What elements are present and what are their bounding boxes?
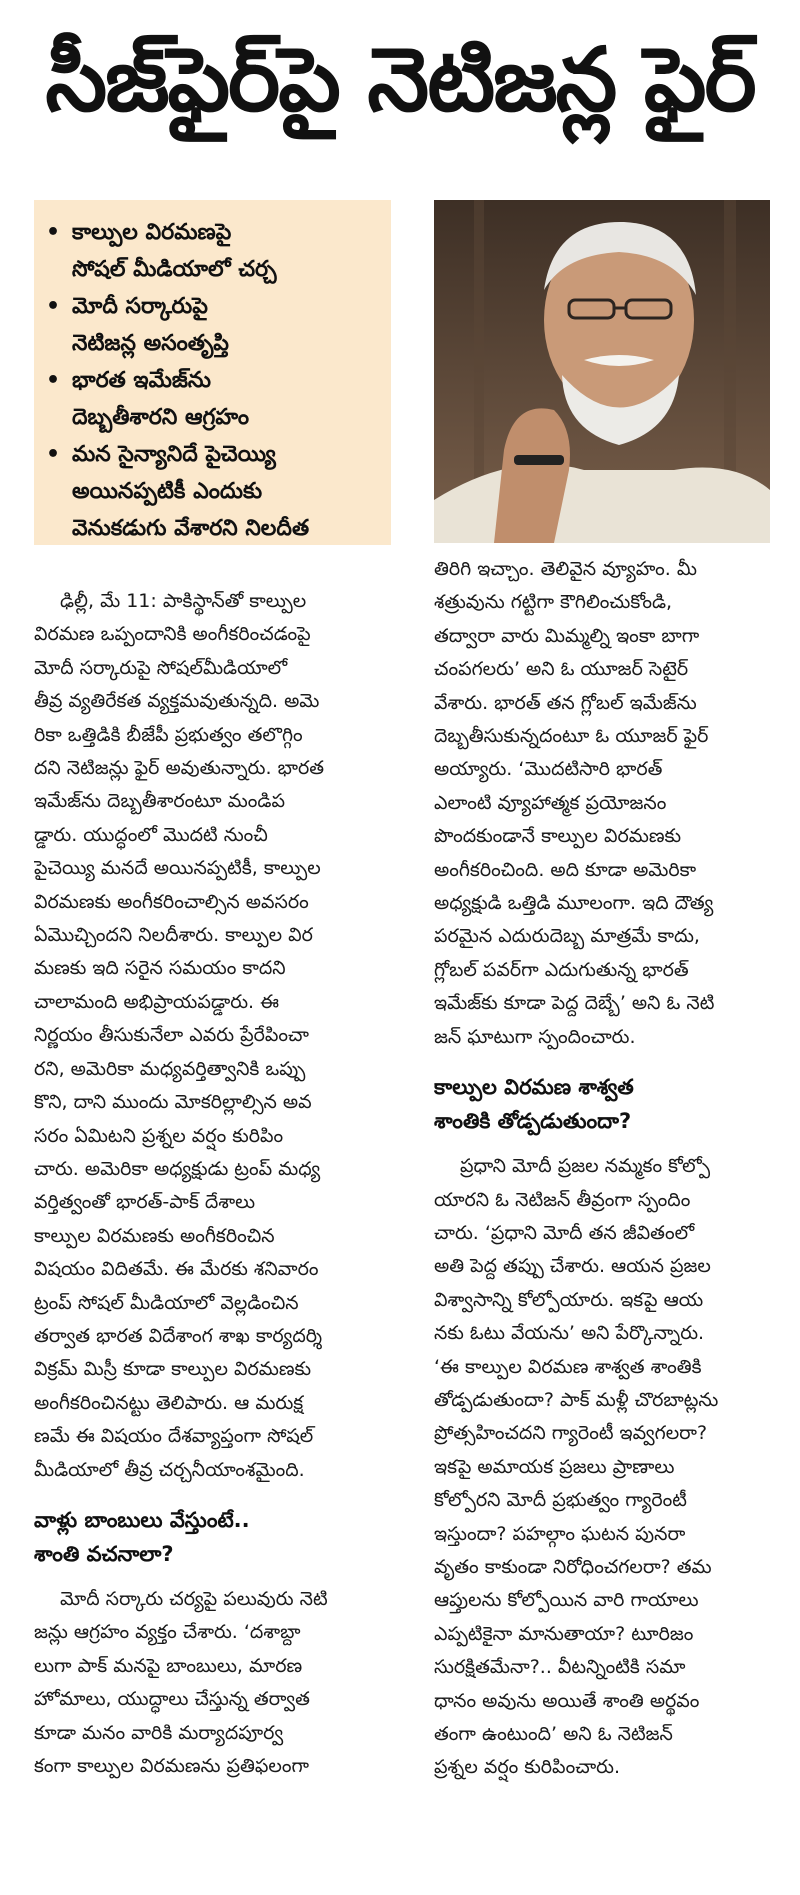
text-line: చారు. ‘ప్రధాని మోదీ తన జీవితంలో — [434, 1221, 695, 1244]
text-line: వర్తిత్వంతో భారత్‌-పాక్‌ దేశాలు — [34, 1191, 256, 1214]
article-paragraph — [34, 585, 391, 1487]
text-line: అతి పెద్ద తప్పు చేశారు. ఆయన ప్రజల — [434, 1255, 711, 1278]
text-line: కూడా మనం వారికి మర్యాదపూర్వ — [34, 1721, 284, 1744]
text-line: ప్రధాని మోదీ ప్రజల నమ్మకం కోల్పో — [460, 1155, 711, 1178]
text-line: అంగీకరించినట్టు తెలిపారు. ఆ మరుక్ష — [34, 1391, 304, 1414]
text-line: రని, అమెరికా మధ్యవర్తిత్వానికి ఒప్పు — [34, 1057, 306, 1080]
text-line: విశ్వాసాన్ని కోల్పోయారు. ఇకపై ఆయ — [434, 1288, 704, 1311]
text-line: తర్వాత భారత విదేశాంగ శాఖ కార్యదర్శి — [34, 1324, 323, 1347]
highlight-text: భారత ఇమేజ్‌ను దెబ్బతీశారని ఆగ్రహం — [72, 368, 249, 430]
text-line: పైచెయ్యి మనదే అయినప్పటికీ, కాల్పుల — [34, 857, 321, 880]
text-line: తోడ్పడుతుందా? పాక్‌ మళ్లీ చొరబాట్లను — [434, 1388, 719, 1411]
text-line: మోదీ సర్కారు చర్యపై పలువురు నెటి — [60, 1587, 328, 1610]
text-line: సురక్షితమేనా?.. వీటన్నింటికి సమా — [434, 1656, 686, 1679]
text-line: మీడియాలో తీవ్ర చర్చనీయాంశమైంది. — [34, 1458, 305, 1481]
text-line: డ్డారు. యుద్ధంలో మొదటి నుంచీ — [34, 823, 268, 846]
text-line: పరమైన ఎదురుదెబ్బ మాత్రమే కాదు, — [434, 925, 700, 948]
text-line: గ్లోబల్‌ పవర్‌గా ఎదుగుతున్న భారత్‌ — [434, 958, 689, 981]
text-line: నిర్ణయం తీసుకునేలా ఎవరు ప్రేరేపించా — [34, 1024, 310, 1047]
subheading-line: శాంతికి తోడ్పడుతుందా? — [434, 1109, 632, 1134]
text-line: ఇమేజ్‌ను దెబ్బతీశారంటూ మండిప — [34, 790, 285, 813]
highlights-box — [34, 200, 391, 545]
article-paragraph — [434, 1150, 791, 1785]
text-line: ట్రంప్‌ సోషల్‌ మీడియాలో వెల్లడించిన — [34, 1291, 299, 1314]
text-line: జన్‌ ఘాటుగా స్పందించారు. — [434, 1025, 636, 1048]
text-line: తంగా ఉంటుంది’ అని ఓ నెటిజన్‌ — [434, 1723, 673, 1745]
text-line: జన్లు ఆగ్రహం వ్యక్తం చేశారు. ‘దశాబ్దా — [34, 1621, 301, 1644]
text-line: నకు ఓటు వేయను’ అని పేర్కొన్నారు. — [434, 1322, 705, 1345]
text-line: విక్రమ్‌ మిస్రీ కూడా కాల్పుల విరమణకు — [34, 1358, 312, 1381]
article-paragraph — [34, 1583, 391, 1783]
text-line: కంగా కాల్పుల విరమణను ప్రతిఫలంగా — [34, 1755, 309, 1777]
text-line: హోమాలు, యుద్ధాలు చేస్తున్న తర్వాత — [34, 1688, 310, 1711]
text-line: మోదీ సర్కారుపై సోషల్‌మీడియాలో — [34, 656, 288, 679]
highlight-text: కాల్పుల విరమణపై సోషల్‌ మీడియాలో చర్చ — [72, 220, 277, 282]
text-line: తద్వారా వారు మిమ్మల్ని ఇంకా బాగా — [434, 624, 700, 647]
text-line: కొని, దాని ముందు మోకరిల్లాల్సిన అవ — [34, 1091, 312, 1114]
highlight-text: మన సైన్యానిదే పైచెయ్యి అయినప్పటికీ ఎందుకు వెనుకడుగు వేశారని నిలదీత — [72, 442, 310, 541]
text-line: వృతం కాకుండా నిరోధించగలరా? తమ — [434, 1555, 712, 1578]
text-line: ‘ఈ కాల్పుల విరమణ శాశ్వత శాంతికి — [434, 1355, 702, 1378]
highlight-text: మోదీ సర్కారుపై నెటిజన్ల అసంతృప్తి — [72, 294, 229, 356]
text-line: అంగీకరించింది. అది కూడా అమెరికా — [434, 858, 697, 881]
text-line: అధ్యక్షుడి ఒత్తిడి మూలంగా. ఇది దౌత్య — [434, 892, 714, 915]
text-line: తీవ్ర వ్యతిరేకత వ్యక్తమవుతున్నది. అమె — [34, 690, 320, 713]
text-line: యారని ఓ నెటిజన్‌ తీవ్రంగా స్పందిం — [434, 1188, 691, 1211]
text-line: విషయం విదితమే. ఈ మేరకు శనివారం — [34, 1258, 319, 1281]
text-line: ఎప్పటికైనా మానుతాయా? టూరిజం — [434, 1622, 694, 1645]
text-line: దని నెటిజన్లు ఫైర్‌ అవుతున్నారు. భారత — [34, 757, 325, 780]
subheading — [434, 1070, 791, 1138]
text-line: ఢిల్లీ, మే 11: పాకిస్థాన్‌తో కాల్పుల — [60, 590, 307, 612]
text-line: చంపగలరు’ అని ఓ యూజర్‌ సెటైర్‌ — [434, 658, 689, 681]
portrait-image-icon — [434, 200, 770, 543]
subheading-line: కాల్పుల విరమణ శాశ్వత — [434, 1075, 634, 1100]
text-line: ఇకపై అమాయక ప్రజలు ప్రాణాలు — [434, 1455, 675, 1478]
text-line: కాల్పుల విరమణకు అంగీకరించిన — [34, 1224, 275, 1247]
text-line: చాలామంది అభిప్రాయపడ్డారు. ఈ — [34, 990, 280, 1013]
text-line: ధానం అవును అయితే శాంతి అర్థవం — [434, 1689, 700, 1712]
text-line: కోల్పోరని మోదీ ప్రభుత్వం గ్యారెంటీ — [434, 1489, 687, 1512]
text-line: శత్రువును గట్టిగా కౌగిలించుకోండి, — [434, 591, 673, 614]
text-line: ఇమేజ్‌కు కూడా పెద్ద దెబ్బే’ అని ఓ నెటి — [434, 992, 715, 1015]
text-line: విరమణకు అంగీకరించాల్సిన అవసరం — [34, 890, 309, 913]
text-line: ఇస్తుందా? పహల్గాం ఘటన పునరా — [434, 1522, 686, 1545]
subheading — [34, 1503, 391, 1571]
article-column-left — [34, 585, 391, 1783]
subheading-line: శాంతి వచనాలా? — [34, 1541, 174, 1566]
text-line: ణమే ఈ విషయం దేశవ్యాప్తంగా సోషల్‌ — [34, 1425, 314, 1448]
text-line: ఏమొచ్చిందని నిలదీశారు. కాల్పుల విర — [34, 924, 313, 947]
headline: సీజ్‌ఫైర్‌పై నెటిజన్ల ఫైర్ — [45, 27, 755, 131]
text-line: ప్రోత్సహించదని గ్యారెంటీ ఇవ్వగలరా? — [434, 1422, 708, 1445]
text-line: ప్రశ్నల వర్షం కురిపించారు. — [434, 1756, 621, 1779]
text-line: సరం ఏమిటని ప్రశ్నల వర్షం కురిపిం — [34, 1124, 284, 1147]
bullet-icon: • — [46, 220, 61, 245]
text-line: లుగా పాక్‌ మనపై బాంబులు, మారణ — [34, 1654, 303, 1677]
article-paragraph — [434, 553, 791, 1054]
text-line: తిరిగి ఇచ్చాం. తెలివైన వ్యూహం. మీ — [434, 558, 697, 580]
text-line: వేశారు. భారత్‌ తన గ్లోబల్‌ ఇమేజ్‌ను — [434, 691, 697, 714]
text-line: రికా ఒత్తిడికి బీజేపీ ప్రభుత్వం తలొగ్గిం — [34, 723, 303, 746]
highlight-item — [46, 436, 381, 547]
text-line: పొందకుండానే కాల్పుల విరమణకు — [434, 825, 682, 848]
text-line: చారు. అమెరికా అధ్యక్షుడు ట్రంప్‌ మధ్య — [34, 1157, 321, 1180]
portrait-photo — [434, 200, 770, 543]
bullet-icon: • — [46, 294, 61, 319]
text-line: అయ్యారు. ‘మొదటిసారి భారత్‌ — [434, 758, 663, 781]
bullet-icon: • — [46, 368, 61, 393]
highlight-item — [46, 362, 381, 436]
text-line: ఆప్తులను కోల్పోయిన వారి గాయాలు — [434, 1589, 699, 1612]
subheading-line: వాళ్లు బాంబులు వేస్తుంటే.. — [34, 1507, 250, 1532]
text-line: మణకు ఇది సరైన సమయం కాదని — [34, 957, 286, 980]
text-line: దెబ్బతీసుకున్నదంటూ ఓ యూజర్‌ ఫైర్‌ — [434, 725, 709, 748]
highlight-item — [46, 214, 381, 288]
text-line: ఎలాంటి వ్యూహాత్మక ప్రయోజనం — [434, 791, 667, 814]
bullet-icon: • — [46, 442, 61, 467]
article-column-right — [434, 553, 791, 1785]
text-line: విరమణ ఒప్పందానికి అంగీకరించడంపై — [34, 623, 311, 646]
highlight-item — [46, 288, 381, 362]
